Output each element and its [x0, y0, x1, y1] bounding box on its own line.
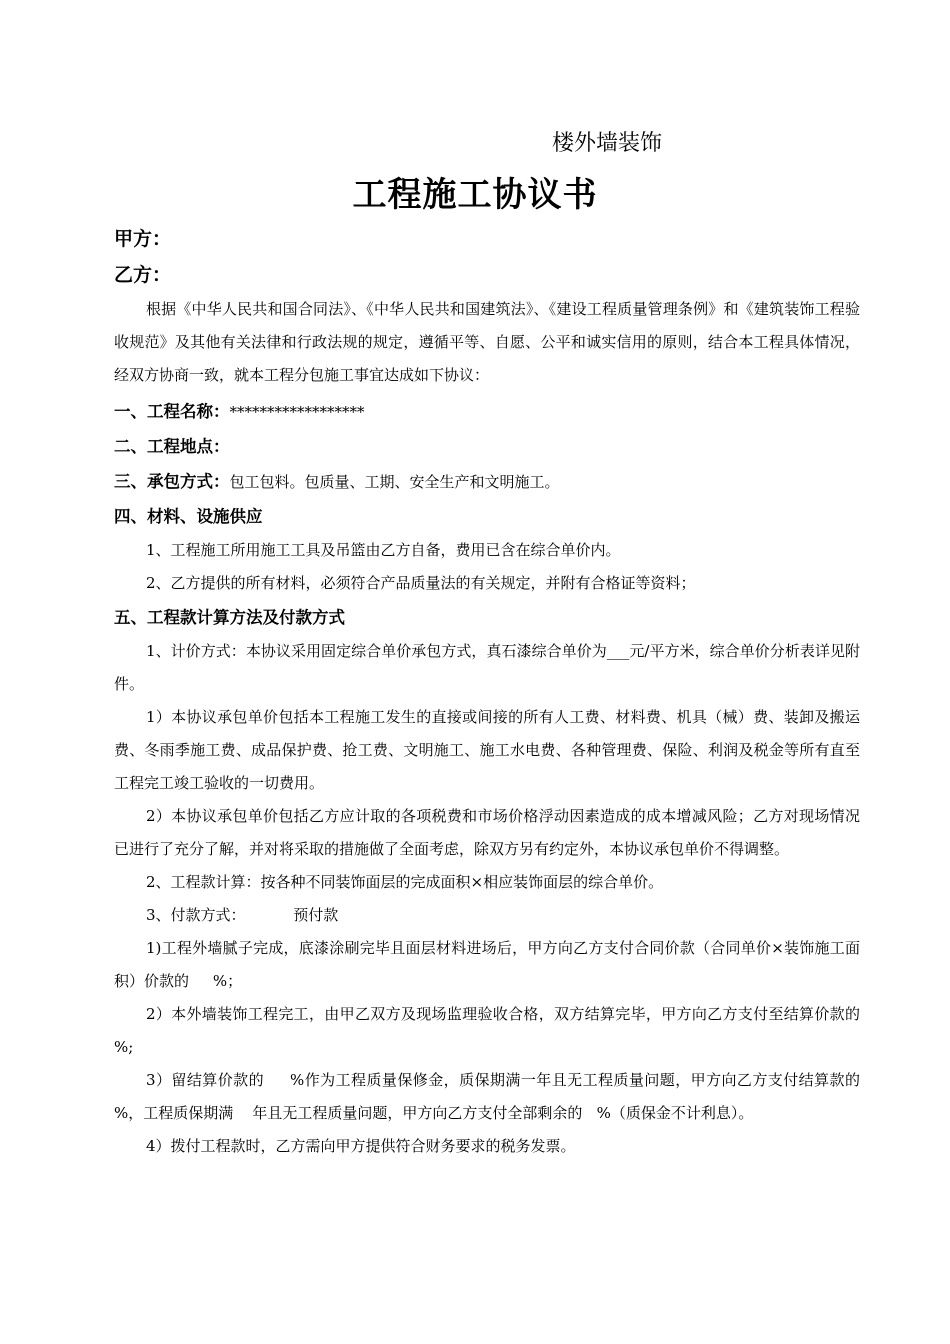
- document-title: 工程施工协议书: [352, 175, 598, 215]
- section-1-label: 一、工程名称：: [114, 402, 230, 421]
- section-5-pricing-method: 1、计价方式：本协议采用固定综合单价承包方式，真石漆综合单价为___元/平方米，综合单价分析表详见附件。: [114, 642, 860, 693]
- party-a-label: 甲方：: [114, 228, 172, 250]
- section-4-item-2: 2、乙方提供的所有材料，必须符合产品质量法的有关规定，并附有合格证等资料；: [146, 574, 696, 592]
- section-5-pricing-scope: 1）本协议承包单价包括本工程施工发生的直接或间接的所有人工费、材料费、机具（械）费、装卸及搬运费、冬雨季施工费、成品保护费、抢工费、文明施工、施工水电费、各种管理费、保险、利润及税金等所有直至工程完工竣工验收的一切费用。: [114, 708, 860, 792]
- section-5-calculation: 2、工程款计算：按各种不同装饰面层的完成面积×相应装饰面层的综合单价。: [146, 873, 664, 891]
- section-3-contract-method: [114, 464, 860, 499]
- section-5-payment-4: 4）拨付工程款时，乙方需向甲方提供符合财务要求的税务发票。: [146, 1137, 576, 1155]
- section-5-payment-method: 3、付款方式： 预付款: [146, 906, 339, 924]
- section-5-payment-2: 2）本外墙装饰工程完工，由甲乙双方及现场监理验收合格，双方结算完毕，甲方向乙方支付至结算价款的 %;: [114, 1005, 884, 1056]
- section-5-heading: 五、工程款计算方法及付款方式: [114, 608, 345, 627]
- section-2-label: 二、工程地点：: [114, 437, 230, 456]
- section-5-payment-3: 3）留结算价款的 %作为工程质量保修金，质保期满一年且无工程质量问题，甲方向乙方支付结算款的 %，工程质保期满 年且无工程质量问题，甲方向乙方支付全部剩余的 %（质保金不计利息）。: [114, 1071, 884, 1122]
- section-5-pricing-risk: 2）本协议承包单价包括乙方应计取的各项税费和市场价格浮动因素造成的成本增减风险；乙方对现场情况已进行了充分了解，并对将采取的措施做了全面考虑，除双方另有约定外，本协议承包单价不得调整。: [114, 807, 860, 858]
- document-body: [114, 221, 884, 1163]
- document-subtitle: 楼外墙装饰: [552, 131, 663, 156]
- section-3-value: 包工包料。包质量、工期、安全生产和文明施工。: [229, 473, 560, 491]
- section-1-value: ******************: [229, 403, 365, 421]
- section-3-label: 三、承包方式：: [114, 472, 230, 491]
- section-4-item-1: 1、工程施工所用施工工具及吊篮由乙方自备，费用已含在综合单价内。: [146, 541, 621, 559]
- section-1-project-name: [114, 394, 860, 429]
- intro-paragraph: 根据《中华人民共和国合同法》、《中华人民共和国建筑法》、《建设工程质量管理条例》和《建筑装饰工程验收规范》及其他有关法律和行政法规的规定，遵循平等、自愿、公平和诚实信用的原则，结合本工程具体情况，经双方协商一致，就本工程分包施工事宜达成如下协议：: [114, 300, 860, 384]
- section-5-payment-1: 1)工程外墙腻子完成，底漆涂刷完毕且面层材料进场后，甲方向乙方支付合同价款（合同单价×装饰施工面积）价款的 %；: [114, 939, 860, 990]
- section-2-project-location: [114, 429, 860, 464]
- section-4-heading: 四、材料、设施供应: [114, 507, 263, 526]
- party-b-label: 乙方：: [114, 264, 172, 286]
